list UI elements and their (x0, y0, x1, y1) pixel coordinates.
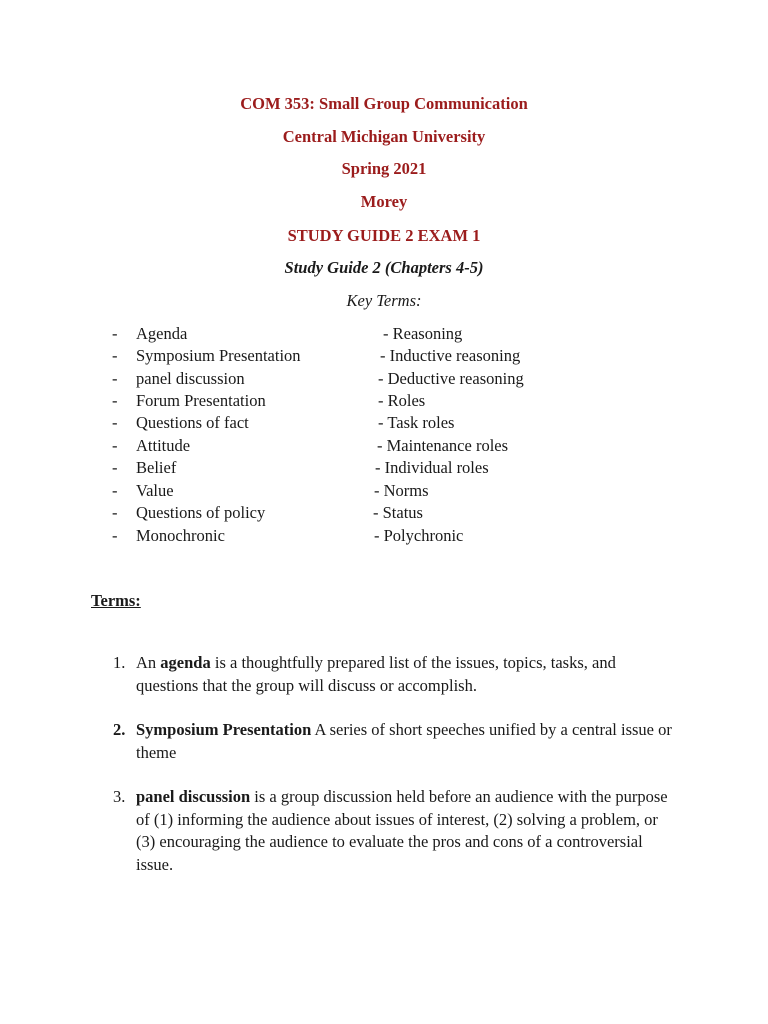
key-term-left: Questions of fact (136, 413, 249, 432)
key-term-right: - Norms (374, 481, 429, 500)
key-term-right: - Status (373, 503, 423, 522)
key-term-right: - Task roles (378, 413, 455, 432)
term-entry (113, 719, 673, 764)
key-term-right: - Maintenance roles (377, 436, 509, 455)
key-term-right: - Roles (378, 391, 426, 410)
terms-heading: Terms: (91, 591, 141, 610)
key-term-left: Agenda (136, 324, 188, 343)
term-entry (113, 786, 673, 876)
key-term-left: Questions of policy (136, 503, 266, 522)
term-prefix: An (136, 653, 161, 672)
term-text (136, 786, 673, 876)
course-title: COM 353: Small Group Communication (240, 94, 528, 113)
key-term-left: Symposium Presentation (136, 346, 301, 365)
term-number: 3. (113, 787, 126, 806)
key-term-left: Attitude (136, 436, 191, 455)
bullet-dash: - (112, 391, 118, 410)
term-label: Spring 2021 (341, 159, 427, 178)
bullet-dash: - (112, 458, 118, 477)
university-name: Central Michigan University (282, 127, 486, 146)
exam-title: STUDY GUIDE 2 EXAM 1 (287, 226, 481, 245)
bullet-dash: - (112, 481, 118, 500)
key-term-right: - Individual roles (375, 458, 489, 477)
key-term-left: Forum Presentation (136, 391, 266, 410)
key-term-right: - Deductive reasoning (378, 369, 524, 388)
term-name: Symposium Presentation (136, 720, 312, 739)
bullet-dash: - (112, 413, 118, 432)
key-term-left: Monochronic (136, 526, 225, 545)
term-name: agenda (160, 653, 211, 672)
instructor-name: Morey (360, 192, 408, 211)
bullet-dash: - (112, 346, 118, 365)
key-term-left: panel discussion (136, 369, 245, 388)
term-entry (113, 652, 673, 697)
bullet-dash: - (112, 369, 118, 388)
term-name: panel discussion (136, 787, 251, 806)
bullet-dash: - (112, 526, 118, 545)
key-term-left: Value (136, 481, 174, 500)
key-terms-label: Key Terms: (346, 291, 422, 310)
term-definition: is a group discussion held before an audience with the purpose of (1) informing the audience about issues of interest, (2) solving a problem, or (3) encouraging the audience to evaluate the pros and cons of a controversial issue. (136, 787, 668, 874)
term-text (136, 652, 673, 697)
term-definition: is a thoughtfully prepared list of the issues, topics, tasks, and questions that the group will discuss or accomplish. (136, 653, 616, 695)
term-number: 1. (113, 653, 126, 672)
key-term-right: - Inductive reasoning (380, 346, 521, 365)
term-text (136, 719, 673, 764)
term-number: 2. (113, 720, 126, 739)
study-guide-subtitle: Study Guide 2 (Chapters 4-5) (284, 258, 484, 277)
key-term-right: - Reasoning (383, 324, 463, 343)
key-term-right: - Polychronic (374, 526, 464, 545)
bullet-dash: - (112, 436, 118, 455)
bullet-dash: - (112, 503, 118, 522)
term-definition: A series of short speeches unified by a central issue or theme (136, 720, 672, 762)
bullet-dash: - (112, 324, 118, 343)
key-term-left: Belief (136, 458, 177, 477)
